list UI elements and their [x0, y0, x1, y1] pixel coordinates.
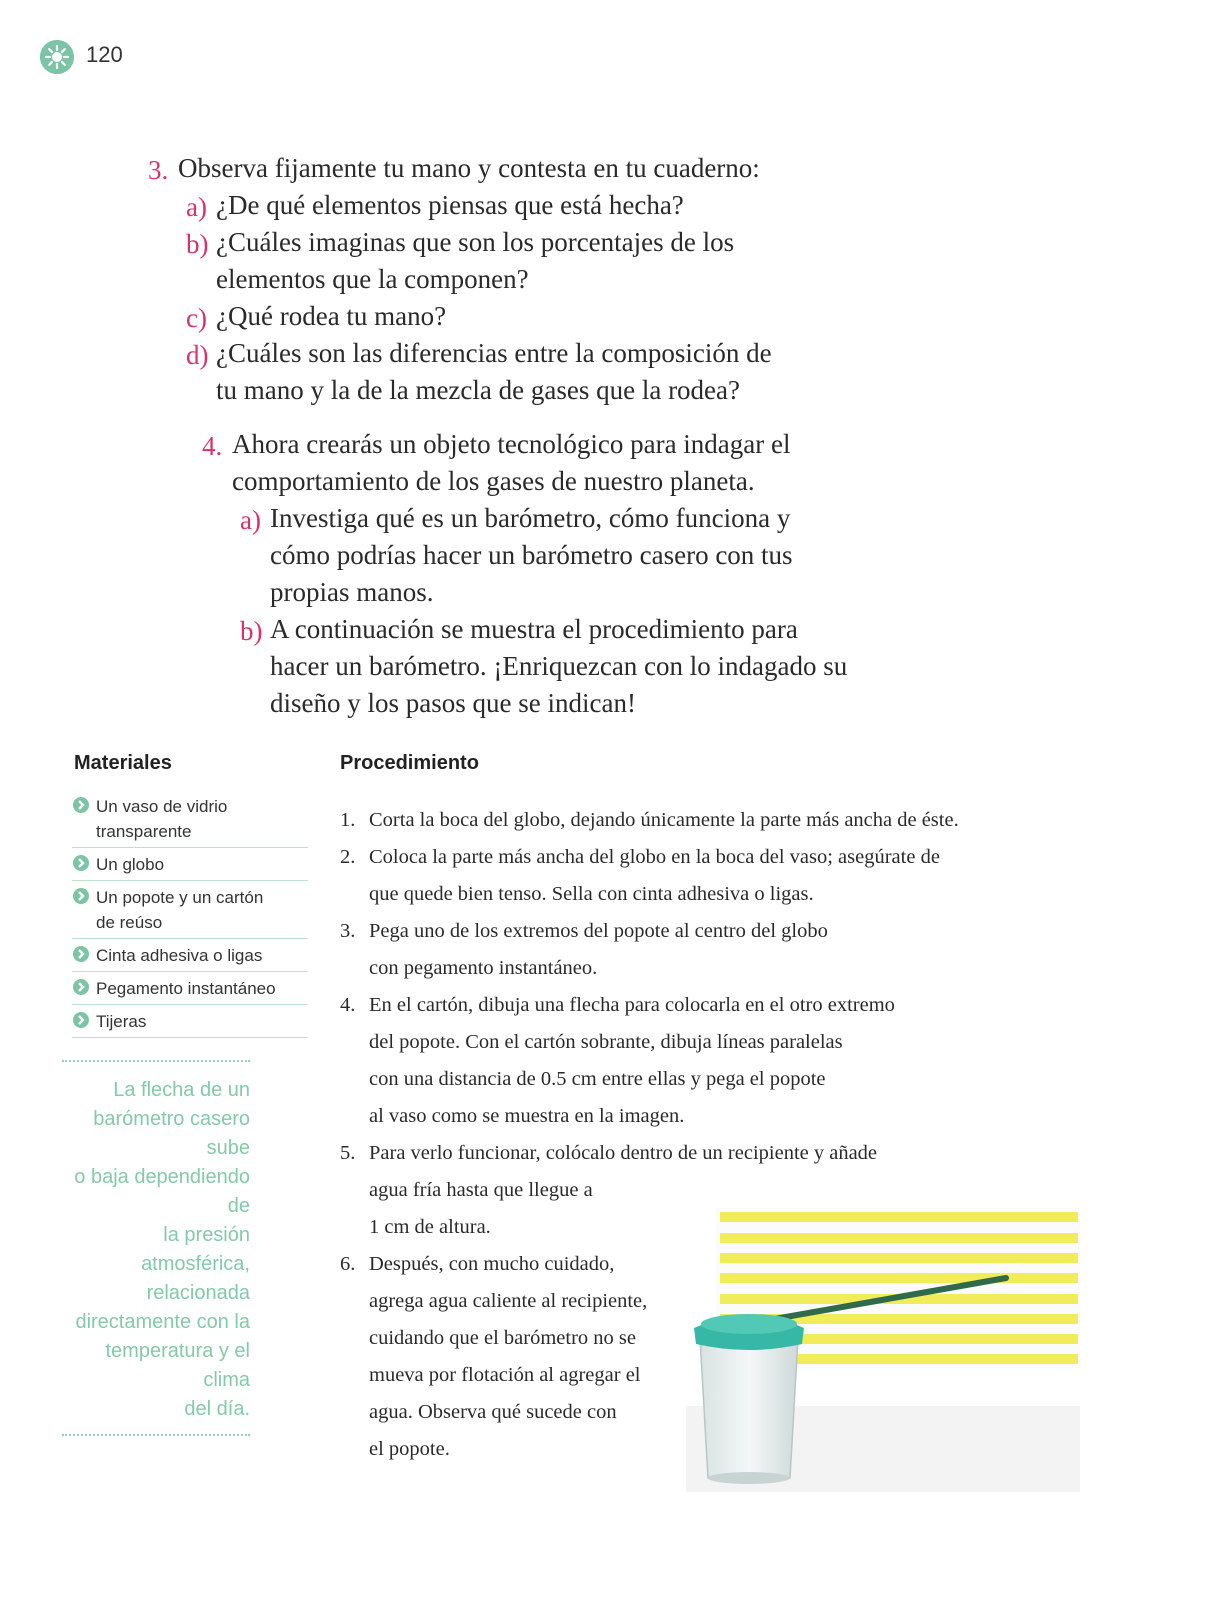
step-text: cuidando que el barómetro no se	[369, 1327, 636, 1349]
step-text: agua. Observa qué sucede con	[369, 1401, 617, 1423]
item-text: ¿De qué elementos piensas que está hecha?	[216, 190, 684, 220]
page-number: 120	[86, 42, 123, 67]
step-number: 2.	[340, 846, 356, 868]
chevron-bullet-icon	[72, 945, 90, 963]
item-text: diseño y los pasos que se indican!	[270, 688, 636, 718]
step-text: Coloca la parte más ancha del globo en la boca del vaso; asegúrate de	[369, 846, 940, 868]
item-text: Investiga qué es un barómetro, cómo funciona y	[270, 503, 791, 533]
chevron-bullet-icon	[72, 978, 90, 996]
question-number: 3.	[148, 155, 169, 185]
chevron-bullet-icon	[72, 1011, 90, 1029]
step-text: que quede bien tenso. Sella con cinta adhesiva o ligas.	[369, 883, 814, 905]
chevron-bullet-icon	[72, 887, 90, 905]
side-note	[62, 1060, 250, 1436]
item-text: tu mano y la de la mezcla de gases que la rodea?	[216, 375, 741, 405]
question-number: 4.	[202, 431, 223, 461]
step-number: 5.	[340, 1142, 356, 1164]
question-text: Observa fijamente tu mano y contesta en tu cuaderno:	[178, 153, 760, 183]
barometer-photo	[686, 1206, 1080, 1492]
step-text: Pega uno de los extremos del popote al centro del globo	[369, 920, 828, 942]
item-label: b)	[186, 229, 209, 259]
step-text: con una distancia de 0.5 cm entre ellas y pega el popote	[369, 1068, 826, 1090]
step-text: agrega agua caliente al recipiente,	[369, 1290, 648, 1312]
step-number: 4.	[340, 994, 356, 1016]
step-number: 6.	[340, 1253, 356, 1275]
material-text: Tijeras	[96, 1012, 147, 1031]
item-text: elementos que la componen?	[216, 264, 529, 294]
material-text: de reúso	[96, 913, 163, 932]
step-text: del popote. Con el cartón sobrante, dibuja líneas paralelas	[369, 1031, 843, 1053]
list-item	[72, 939, 308, 972]
material-text: transparente	[96, 822, 192, 841]
item-label: c)	[186, 303, 207, 333]
procedure-heading: Procedimiento	[340, 752, 479, 774]
material-text: Pegamento instantáneo	[96, 979, 276, 998]
side-note-line: la presión atmosférica,	[141, 1224, 250, 1275]
item-text: cómo podrías hacer un barómetro casero con tus	[270, 540, 793, 570]
item-label: b)	[240, 616, 263, 646]
item-text: hacer un barómetro. ¡Enriquezcan con lo indagado su	[270, 651, 848, 681]
page-badge-icon	[40, 40, 74, 74]
side-note-line: del día.	[184, 1398, 250, 1420]
materials-heading: Materiales	[74, 752, 172, 774]
step-text: con pegamento instantáneo.	[369, 957, 598, 979]
step-text: Para verlo funcionar, colócalo dentro de un recipiente y añade	[369, 1142, 878, 1164]
material-text: Un globo	[96, 855, 165, 874]
side-note-line: La flecha de un	[113, 1079, 250, 1101]
item-label: d)	[186, 340, 209, 370]
step-number: 3.	[340, 920, 356, 942]
item-text: propias manos.	[270, 577, 434, 607]
step-text: Corta la boca del globo, dejando únicamente la parte más ancha de éste.	[369, 809, 959, 831]
step-text: al vaso como se muestra en la imagen.	[369, 1105, 685, 1127]
side-note-line: relacionada	[146, 1282, 250, 1304]
material-text: Cinta adhesiva o ligas	[96, 946, 263, 965]
item-text: ¿Cuáles son las diferencias entre la composición de	[216, 338, 772, 368]
item-label: a)	[240, 505, 261, 535]
chevron-bullet-icon	[72, 854, 90, 872]
material-text: Un vaso de vidrio	[96, 797, 228, 816]
materials-list	[72, 790, 308, 1038]
item-text: A continuación se muestra el procedimiento para	[270, 614, 798, 644]
side-note-line: barómetro casero sube	[93, 1108, 250, 1159]
list-item	[72, 1005, 308, 1038]
step-text: el popote.	[369, 1438, 450, 1460]
item-text: ¿Qué rodea tu mano?	[216, 301, 447, 331]
side-note-line: o baja dependiendo de	[74, 1166, 250, 1217]
question-text: comportamiento de los gases de nuestro planeta.	[232, 466, 755, 496]
list-item	[72, 972, 308, 1005]
step-text: En el cartón, dibuja una flecha para colocarla en el otro extremo	[369, 994, 895, 1016]
step-number: 1.	[340, 809, 356, 831]
side-note-line: directamente con la	[75, 1311, 250, 1333]
list-item	[72, 790, 308, 848]
item-text: ¿Cuáles imaginas que son los porcentajes de los	[216, 227, 735, 257]
list-item	[72, 881, 308, 939]
side-note-line: temperatura y el clima	[105, 1340, 250, 1391]
step-text: agua fría hasta que llegue a	[369, 1179, 593, 1201]
step-text: Después, con mucho cuidado,	[369, 1253, 615, 1275]
list-item	[72, 848, 308, 881]
item-label: a)	[186, 192, 207, 222]
material-text: Un popote y un cartón	[96, 888, 264, 907]
question-text: Ahora crearás un objeto tecnológico para indagar el	[232, 429, 791, 459]
step-text: mueva por flotación al agregar el	[369, 1364, 641, 1386]
step-text: 1 cm de altura.	[369, 1216, 491, 1238]
chevron-bullet-icon	[72, 796, 90, 814]
